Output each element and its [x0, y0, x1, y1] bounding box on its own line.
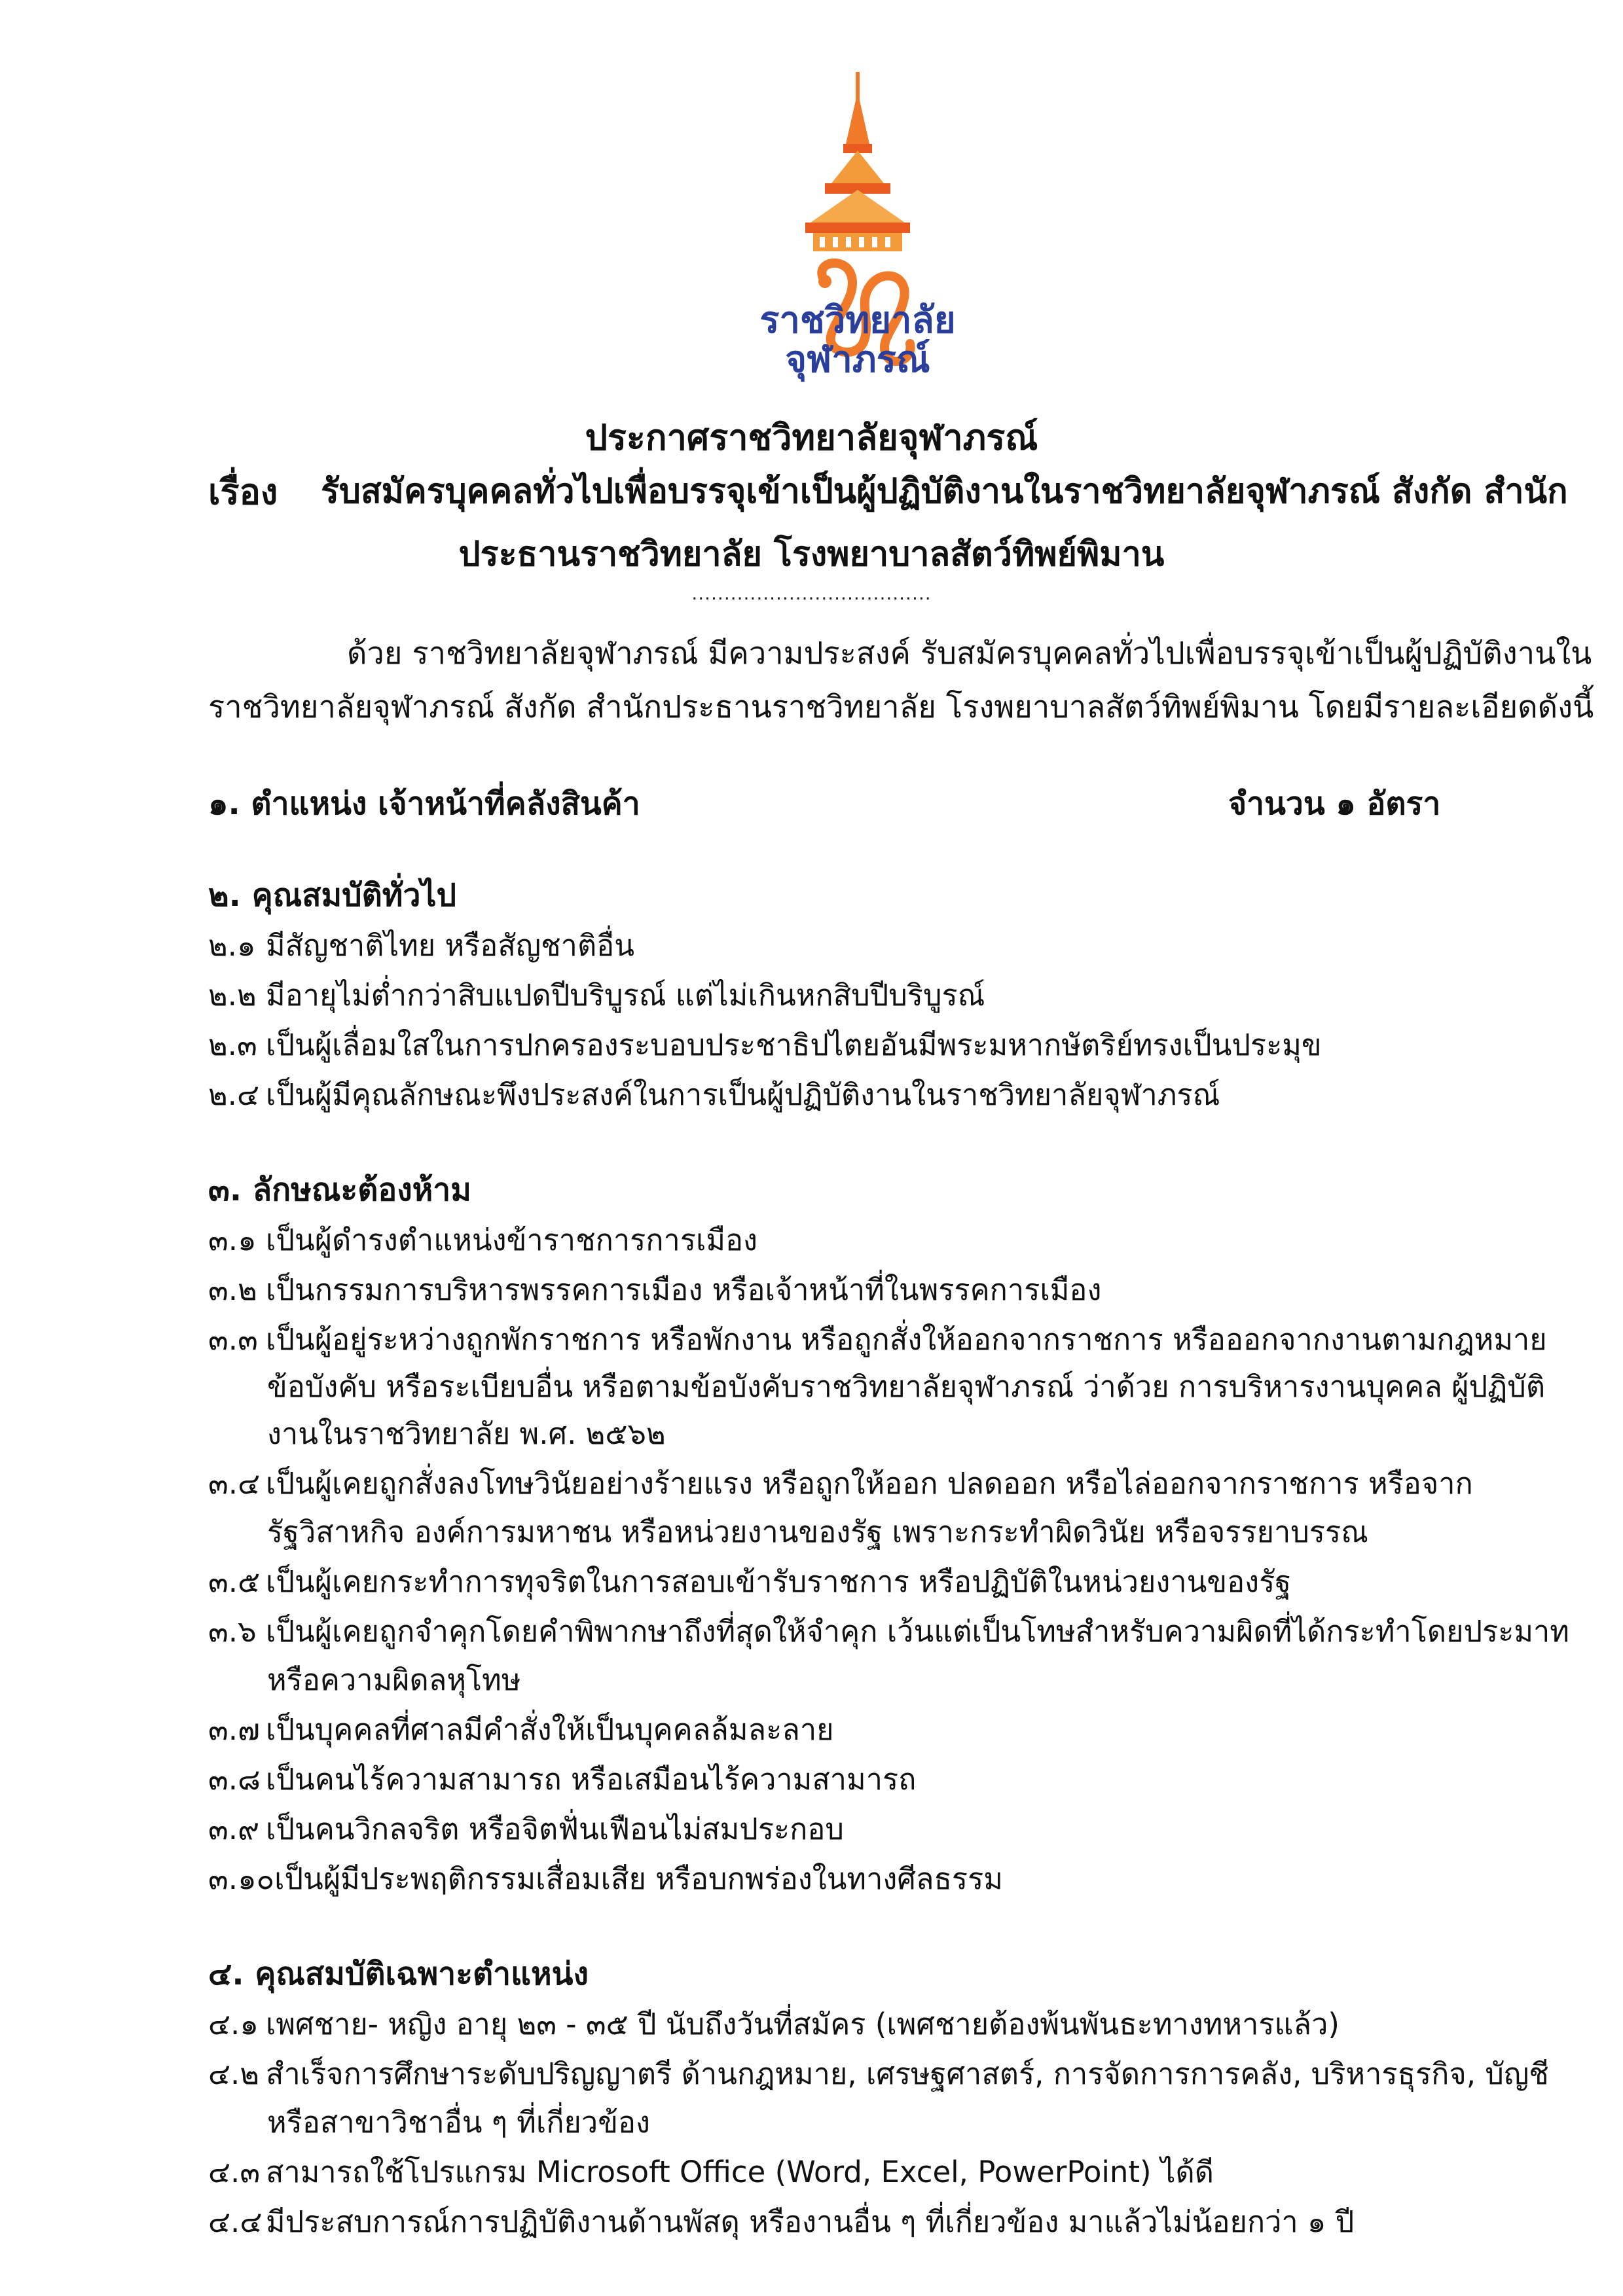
list-item-continuation: รัฐวิสาหกิจ องค์การมหาชน หรือหน่วยงานของรัฐ เพราะกระทำผิดวินัย หรือจรรยาบรรณ: [267, 1515, 1368, 1549]
subject-line-2: ประธานราชวิทยาลัย โรงพยาบาลสัตว์ทิพย์พิมาน: [458, 535, 1165, 574]
intro-line-1: ด้วย ราชวิทยาลัยจุฬาภรณ์ มีความประสงค์ รับสมัครบุคคลทั่วไปเพื่อบรรจุเข้าเป็นผู้ปฏิบัติงานใน: [347, 636, 1592, 672]
list-item: ๒.๓ เป็นผู้เลื่อมใสในการปกครองระบอบประชาธิปไตยอันมีพระมหากษัตริย์ทรงเป็นประมุข: [208, 1028, 1322, 1062]
list-item: ๓.๔ เป็นผู้เคยถูกสั่งลงโทษวินัยอย่างร้ายแรง หรือถูกให้ออก ปลดออก หรือไล่ออกจากราชการ หรือจาก: [208, 1466, 1473, 1501]
list-item: ๓.๑๐เป็นผู้มีประพฤติกรรมเสื่อมเสีย หรือบกพร่องในทางศีลธรรม: [208, 1861, 1003, 1896]
list-item: ๓.๑ เป็นผู้ดำรงตำแหน่งข้าราชการการเมือง: [208, 1223, 758, 1257]
list-item: ๓.๒ เป็นกรรมการบริหารพรรคการเมือง หรือเจ้าหน้าที่ในพรรคการเมือง: [208, 1272, 1102, 1307]
list-item: ๔.๑ เพศชาย- หญิง อายุ ๒๓ - ๓๕ ปี นับถึงวันที่สมัคร (เพศชายต้องพ้นพันธะทางทหารแล้ว): [208, 2007, 1340, 2041]
list-item-continuation: งานในราชวิทยาลัย พ.ศ. ๒๕๖๒: [267, 1416, 666, 1451]
intro-line-2: ราชวิทยาลัยจุฬาภรณ์ สังกัด สำนักประธานราชวิทยาลัย โรงพยาบาลสัตว์ทิพย์พิมาน โดยมีรายละเอียดดังนี้: [208, 689, 1594, 725]
list-item: ๔.๓ สามารถใช้โปรแกรม Microsoft Office (Word, Excel, PowerPoint) ได้ดี: [208, 2155, 1214, 2189]
list-item: ๒.๒ มีอายุไม่ต่ำกว่าสิบแปดปีบริบูรณ์ แต่ไม่เกินหกสิบปีบริบูรณ์: [208, 978, 985, 1013]
list-item-continuation: หรือสาขาวิชาอื่น ๆ ที่เกี่ยวข้อง: [267, 2105, 650, 2140]
list-item: ๔.๔ มีประสบการณ์การปฏิบัติงานด้านพัสดุ หรืองานอื่น ๆ ที่เกี่ยวข้อง มาแล้วไม่น้อยกว่า ๑ ปี: [208, 2204, 1355, 2239]
logo-text-line2: จุฬาภรณ์: [785, 338, 930, 381]
list-item: ๒.๔ เป็นผู้มีคุณลักษณะพึงประสงค์ในการเป็นผู้ปฏิบัติงานในราชวิทยาลัยจุฬาภรณ์: [208, 1077, 1220, 1112]
subject-line-1: รับสมัครบุคคลทั่วไปเพื่อบรรจุเข้าเป็นผู้ปฏิบัติงานในราชวิทยาลัยจุฬาภรณ์ สังกัด สำนัก: [321, 472, 1568, 511]
list-item-continuation: หรือความผิดลหุโทษ: [267, 1662, 521, 1697]
list-item: ๓.๖ เป็นผู้เคยถูกจำคุกโดยคำพิพากษาถึงที่สุดให้จำคุก เว้นแต่เป็นโทษสำหรับความผิดที่ได้กระทำโดยประมาท: [208, 1614, 1569, 1649]
list-item: ๓.๓ เป็นผู้อยู่ระหว่างถูกพักราชการ หรือพักงาน หรือถูกสั่งให้ออกจากราชการ หรือออกจากงานตามกฎหมาย: [208, 1322, 1547, 1357]
section-2-heading: ๒. คุณสมบัติทั่วไป: [208, 877, 457, 914]
announcement-title: ประกาศราชวิทยาลัยจุฬาภรณ์: [585, 417, 1038, 458]
position-title: ๑. ตำแหน่ง เจ้าหน้าที่คลังสินค้า: [208, 785, 640, 822]
subject-label: เรื่อง: [208, 471, 278, 512]
section-3-heading: ๓. ลักษณะต้องห้าม: [208, 1172, 471, 1208]
list-item: ๒.๑ มีสัญชาติไทย หรือสัญชาติอื่น: [208, 928, 634, 963]
separator-dots: .....................................: [691, 583, 932, 604]
list-item-continuation: ข้อบังคับ หรือระเบียบอื่น หรือตามข้อบังคับราชวิทยาลัยจุฬาภรณ์ ว่าด้วย การบริหารงานบุคคล ผู้ปฏิบัติ: [267, 1369, 1546, 1404]
position-count: จำนวน ๑ อัตรา: [1228, 785, 1441, 822]
list-item: ๓.๗ เป็นบุคคลที่ศาลมีคำสั่งให้เป็นบุคคลล้มละลาย: [208, 1712, 834, 1747]
section-4-heading: ๔. คุณสมบัติเฉพาะตำแหน่ง: [208, 1956, 589, 1992]
list-item: ๔.๒ สำเร็จการศึกษาระดับปริญญาตรี ด้านกฎหมาย, เศรษฐศาสตร์, การจัดการการคลัง, บริหารธุรกิจ, บัญชี: [208, 2056, 1549, 2091]
list-item: ๓.๙ เป็นคนวิกลจริต หรือจิตฟั่นเฟือนไม่สมประกอบ: [208, 1812, 844, 1846]
list-item: ๓.๘ เป็นคนไร้ความสามารถ หรือเสมือนไร้ความสามารถ: [208, 1762, 917, 1797]
list-item: ๓.๕ เป็นผู้เคยกระทำการทุจริตในการสอบเข้ารับราชการ หรือปฏิบัติในหน่วยงานของรัฐ: [208, 1564, 1292, 1599]
logo-text-line1: ราชวิทยาลัย: [759, 299, 956, 342]
